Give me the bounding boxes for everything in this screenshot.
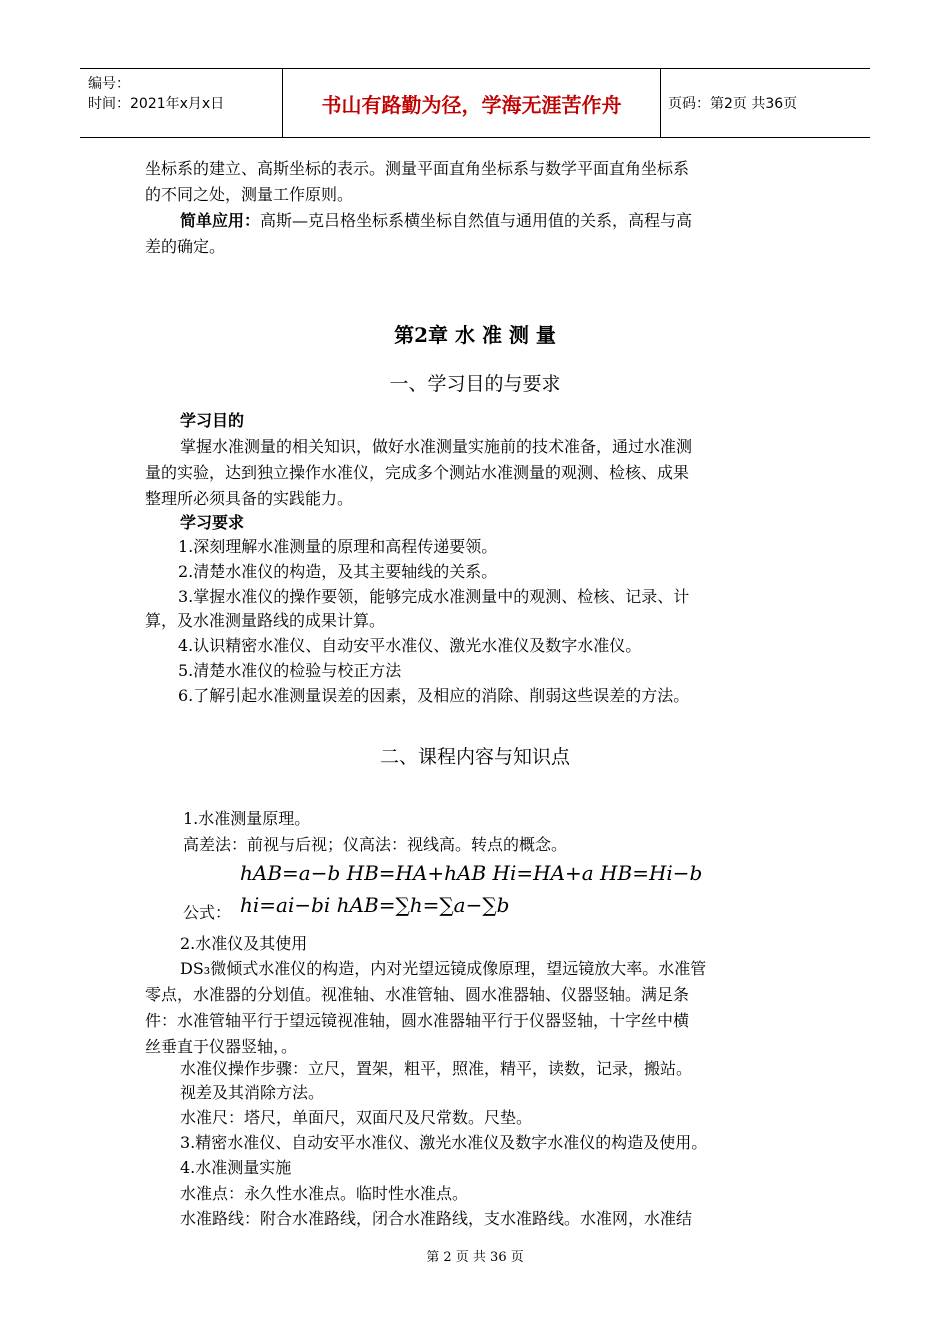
simple-application-label: 简单应用： xyxy=(180,211,261,230)
header-meta xyxy=(80,69,283,137)
route-line: 水准路线：附合水准路线，闭合水准路线，支水准路线。水准网，水准结 xyxy=(180,1209,693,1228)
header-page-info: 页码：第2页 共36页 xyxy=(668,96,798,112)
formula-row-2: hi=ai−bi hAB=∑h=∑a−∑b xyxy=(240,893,510,917)
goal-label: 学习目的 xyxy=(180,411,245,430)
content-item-2-line: 零点，水准器的分划值。视准轴、水准管轴、圆水准器轴、仪器竖轴。满足条 xyxy=(145,985,690,1004)
requirement-line: 3.掌握水准仪的操作要领，能够完成水准测量中的观测、检核、记录、计 xyxy=(178,587,690,606)
benchmark-line: 水准点：永久性水准点。临时性水准点。 xyxy=(180,1184,469,1203)
content-item-2-line: 丝垂直于仪器竖轴，。 xyxy=(145,1037,298,1056)
intro-line-3 xyxy=(180,210,692,232)
operation-steps: 水准仪操作步骤：立尺，置架，粗平，照准，精平，读数，记录，搬站。 xyxy=(180,1059,693,1078)
date-label: 时间：2021年x月x日 xyxy=(88,96,225,112)
simple-application-text: 高斯—克吕格坐标系横坐标自然值与通用值的关系，高程与高 xyxy=(260,211,693,230)
page-footer: 第 2 页 共 36 页 xyxy=(426,1250,524,1265)
intro-line-2: 的不同之处，测量工作原则。 xyxy=(145,185,354,204)
goal-line: 量的实验，达到独立操作水准仪，完成多个测站水准测量的观测、检核、成果 xyxy=(145,463,690,482)
requirement-line: 算，及水准测量路线的成果计算。 xyxy=(145,611,386,630)
requirement-line: 1.深刻理解水准测量的原理和高程传递要领。 xyxy=(178,537,498,556)
goal-line: 掌握水准测量的相关知识，做好水准测量实施前的技术准备，通过水准测 xyxy=(180,437,693,456)
section-1-title: 一、学习目的与要求 xyxy=(389,373,561,395)
content-item-3: 3.精密水准仪、自动安平水准仪、激光水准仪及数字水准仪的构造及使用。 xyxy=(180,1133,708,1152)
number-label: 编号： xyxy=(88,76,130,92)
content-item-2-line: 件：水准管轴平行于望远镜视准轴，圆水准器轴平行于仪器竖轴，十字丝中横 xyxy=(145,1011,690,1030)
formula-row-1: hAB=a−b HB=HA+hAB Hi=HA+a HB=Hi−b xyxy=(240,861,703,885)
formula-label: 公式： xyxy=(183,903,232,922)
content-item-2-line: DS₃微倾式水准仪的构造，内对光望远镜成像原理，望远镜放大率。水准管 xyxy=(180,959,707,978)
intro-line-1: 坐标系的建立、高斯坐标的表示。测量平面直角坐标系与数学平面直角坐标系 xyxy=(145,159,690,178)
requirement-line: 4.认识精密水准仪、自动安平水准仪、激光水准仪及数字水准仪。 xyxy=(178,636,642,655)
requirement-label: 学习要求 xyxy=(180,513,245,532)
content-item-2: 2.水准仪及其使用 xyxy=(180,934,308,953)
chapter-title: 第2章 水 准 测 量 xyxy=(394,323,556,347)
requirement-line: 2.清楚水准仪的构造，及其主要轴线的关系。 xyxy=(178,562,498,581)
content-item-4: 4.水准测量实施 xyxy=(180,1158,292,1177)
page-header xyxy=(80,68,870,138)
requirement-line: 6.了解引起水准测量误差的因素，及相应的消除、削弱这些误差的方法。 xyxy=(178,686,690,705)
section-2-title: 二、课程内容与知识点 xyxy=(379,746,570,768)
requirement-line: 5.清楚水准仪的检验与校正方法 xyxy=(178,661,402,680)
intro-line-4: 差的确定。 xyxy=(145,237,226,256)
content-item-1: 1.水准测量原理。 xyxy=(183,809,311,828)
rod-line: 水准尺：塔尺，单面尺，双面尺及尺常数。尺垫。 xyxy=(180,1108,533,1127)
parallax-line: 视差及其消除方法。 xyxy=(180,1083,325,1102)
content-item-1-desc: 高差法：前视与后视；仪高法：视线高。转点的概念。 xyxy=(183,835,568,854)
header-motto: 书山有路勤为径，学海无涯苦作舟 xyxy=(283,69,661,137)
goal-line: 整理所必须具备的实践能力。 xyxy=(145,489,354,508)
